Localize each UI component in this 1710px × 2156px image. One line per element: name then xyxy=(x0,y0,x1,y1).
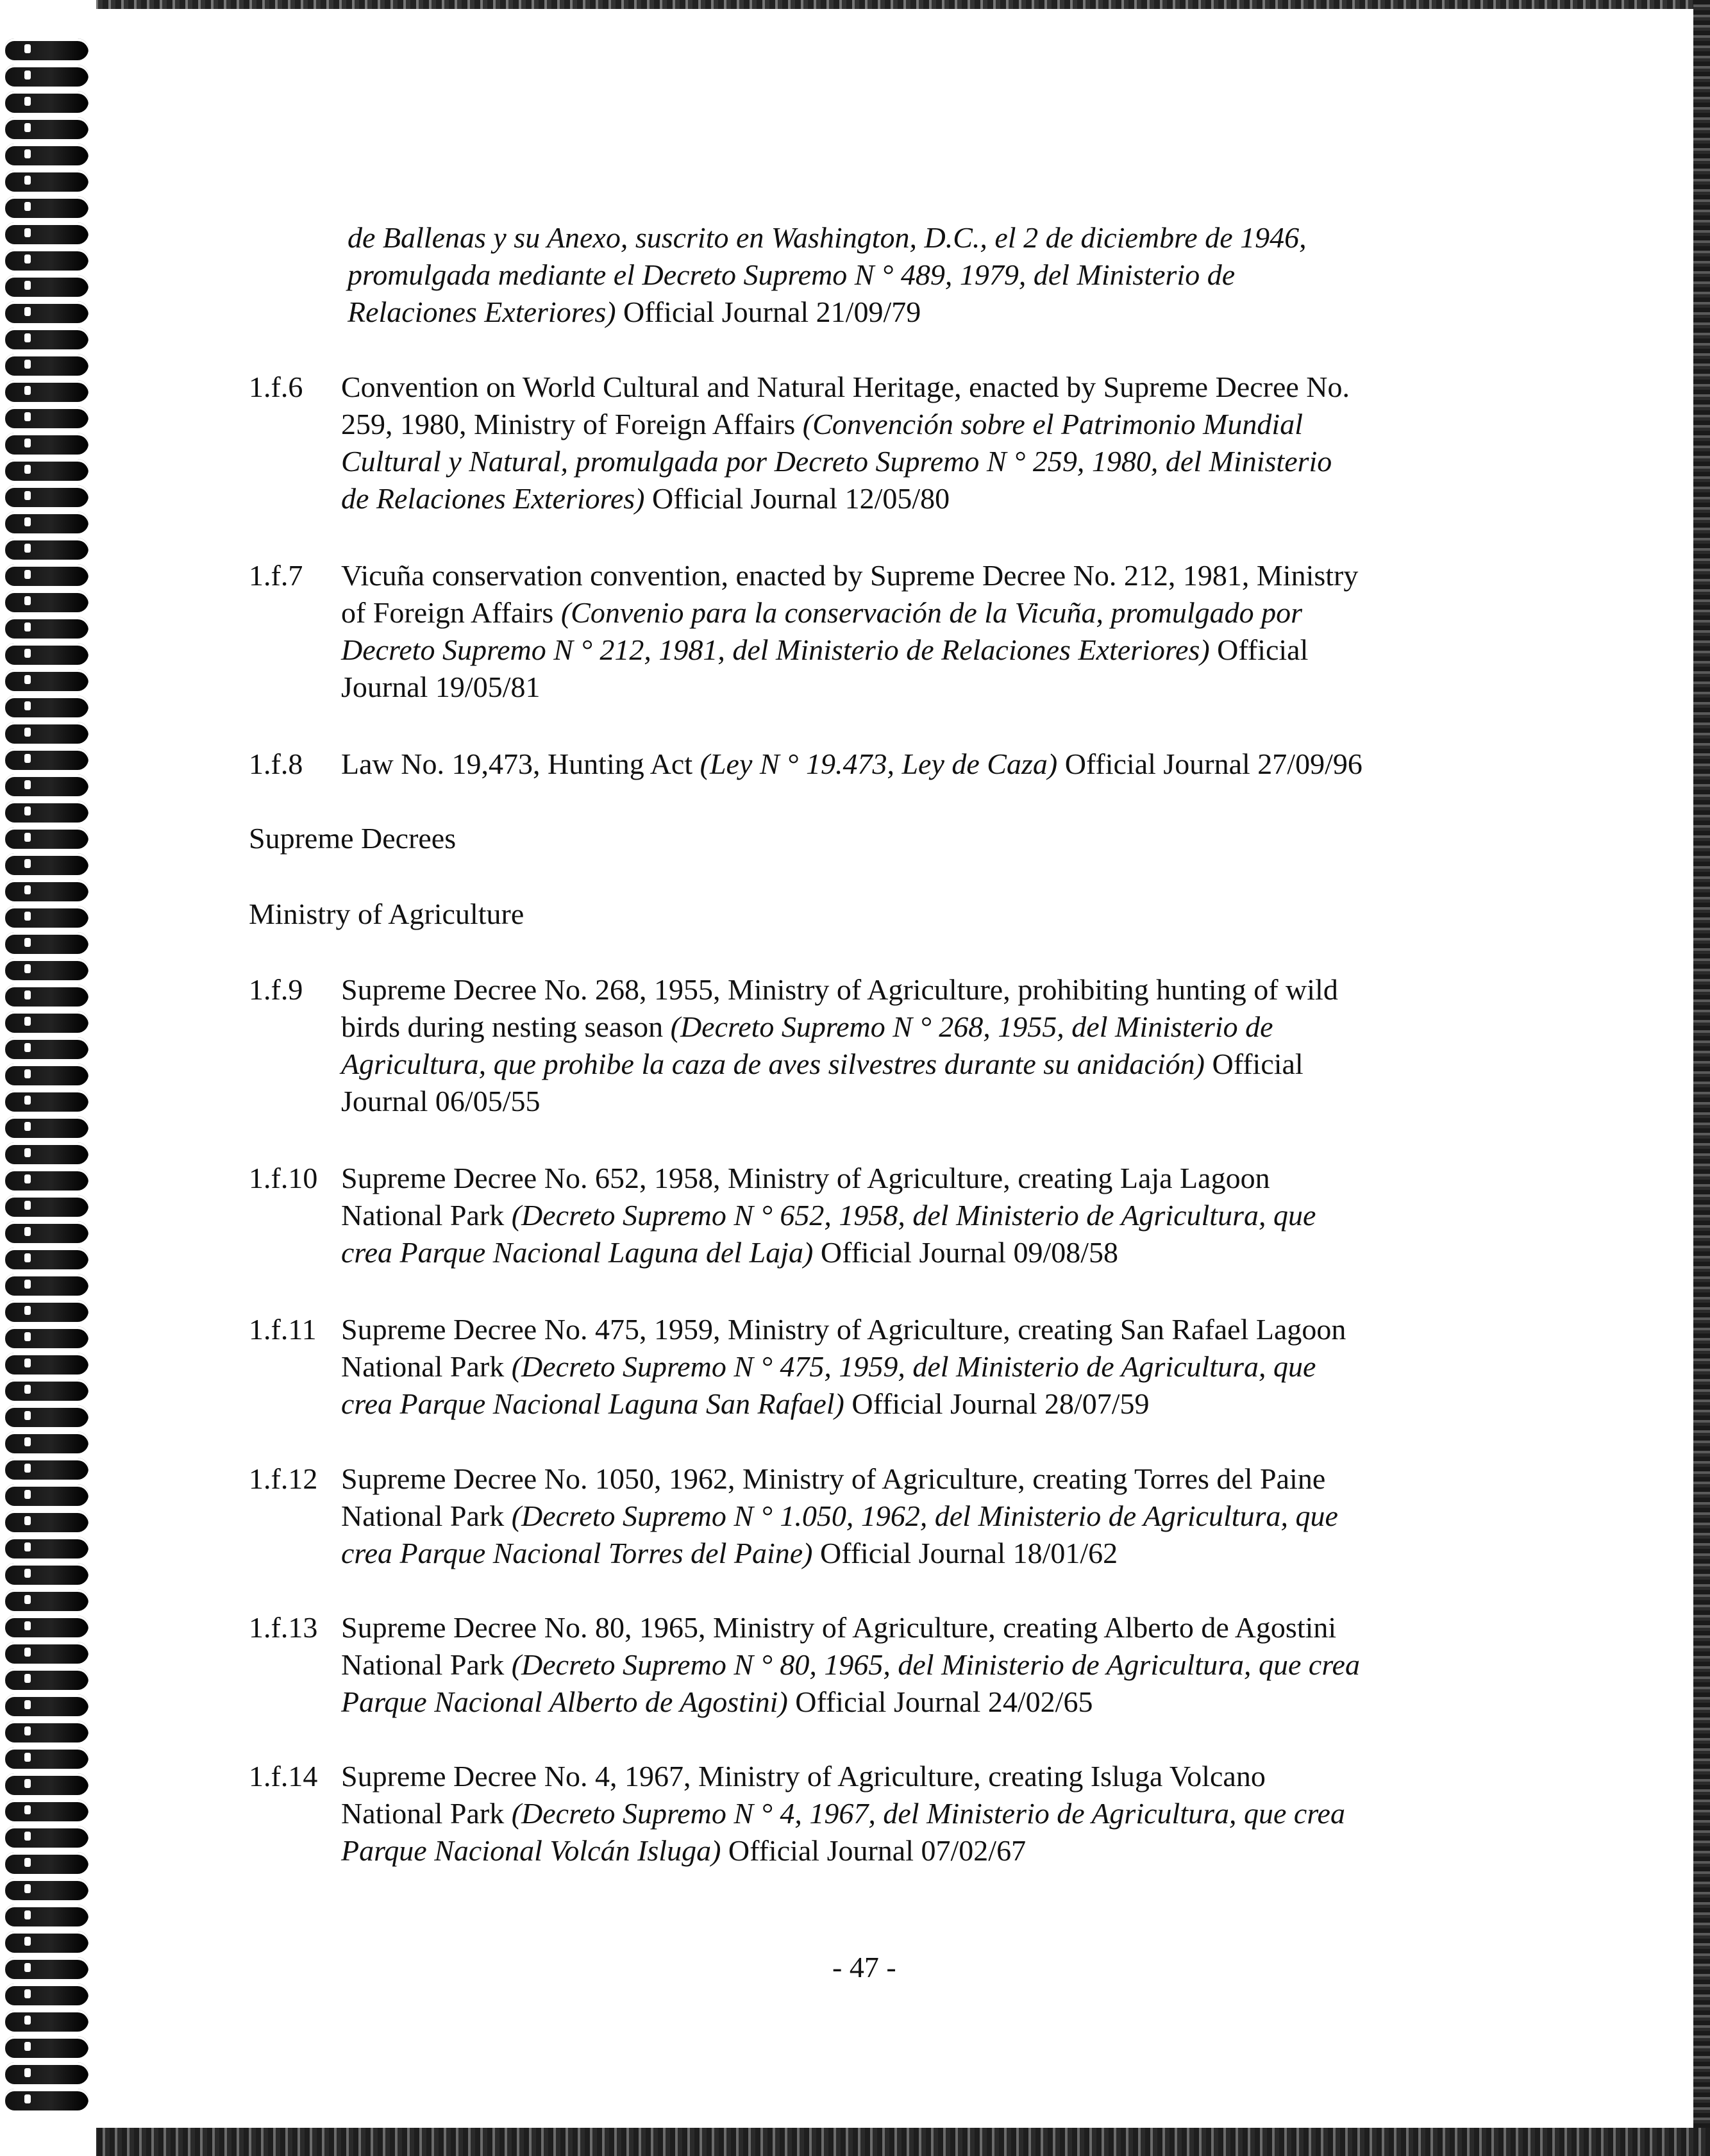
entry-number: 1.f.12 xyxy=(249,1462,318,1495)
line-normal-text: of Foreign Affairs xyxy=(341,596,561,629)
entry-line xyxy=(341,746,1362,783)
line-italic-text: (Decreto Supremo N ° 475, 1959, del Ministerio de Agricultura, que xyxy=(511,1350,1316,1383)
page-number: - 47 - xyxy=(832,1951,896,1984)
line-italic-text: Agricultura, que prohibe la caza de aves silvestres durante su anidación) xyxy=(341,1048,1205,1080)
entry-line xyxy=(341,1311,1346,1348)
entry-number: 1.f.10 xyxy=(249,1162,318,1194)
line-normal-text: National Park xyxy=(341,1648,512,1681)
entry-line xyxy=(341,669,1358,706)
entry-line xyxy=(341,1832,1345,1869)
entry-line xyxy=(341,1197,1316,1234)
line-normal-text: 259, 1980, Ministry of Foreign Affairs xyxy=(341,408,803,440)
line-tail-text: Official Journal 24/02/65 xyxy=(787,1685,1093,1718)
line-normal-text: Supreme Decree No. 80, 1965, Ministry of Agriculture, creating Alberto de Agostini xyxy=(341,1611,1337,1644)
entry-line xyxy=(341,1609,1360,1646)
line-tail-text: Official Journal 18/01/62 xyxy=(812,1537,1118,1569)
entry-line xyxy=(341,557,1358,594)
line-normal-text: Vicuña conservation convention, enacted by Supreme Decree No. 212, 1981, Ministry xyxy=(341,559,1359,592)
entry-number: 1.f.7 xyxy=(249,559,303,592)
entry-text xyxy=(341,1460,1338,1572)
line-italic-text: promulgada mediante el Decreto Supremo N ° 489, 1979, del Ministerio de xyxy=(348,258,1236,291)
entry-number: 1.f.9 xyxy=(249,973,303,1006)
entry-text xyxy=(341,369,1350,517)
entry-line xyxy=(341,594,1358,631)
entry-number: 1.f.8 xyxy=(249,748,303,780)
line-normal-text: Journal 06/05/55 xyxy=(341,1085,541,1117)
entry-line xyxy=(341,1348,1346,1385)
line-tail-text: Official Journal 07/02/67 xyxy=(721,1834,1027,1867)
line-tail-text: Official Journal 09/08/58 xyxy=(813,1236,1119,1269)
line-normal-text: National Park xyxy=(341,1797,512,1830)
entry-text xyxy=(341,971,1338,1120)
line-italic-text: crea Parque Nacional Laguna San Rafael) xyxy=(341,1387,844,1420)
entry-line xyxy=(341,1160,1316,1197)
line-italic-text: (Ley N ° 19.473, Ley de Caza) xyxy=(700,748,1058,780)
entry-line xyxy=(341,1385,1346,1423)
section-heading-supreme-decrees: Supreme Decrees xyxy=(249,822,457,855)
entry-text xyxy=(341,1609,1360,1721)
entry-line xyxy=(341,1498,1338,1535)
line-tail-text: Official Journal 27/09/96 xyxy=(1057,748,1362,780)
line-normal-text: Supreme Decree No. 4, 1967, Ministry of Agriculture, creating Isluga Volcano xyxy=(341,1760,1266,1792)
entry-number: 1.f.14 xyxy=(249,1760,318,1792)
line-normal-text: Journal 19/05/81 xyxy=(341,671,541,703)
line-normal-text: Law No. 19,473, Hunting Act xyxy=(341,748,700,780)
entry-line xyxy=(341,631,1358,669)
line-italic-text: (Decreto Supremo N ° 4, 1967, del Ministerio de Agricultura, que crea xyxy=(511,1797,1345,1830)
line-tail-text: Official Journal 28/07/59 xyxy=(844,1387,1150,1420)
entry-text xyxy=(341,1311,1346,1423)
entry-line xyxy=(341,1460,1338,1498)
line-italic-text: Cultural y Natural, promulgada por Decreto Supremo N ° 259, 1980, del Ministerio xyxy=(341,445,1332,478)
section-heading-ministry-of-agriculture: Ministry of Agriculture xyxy=(249,898,524,930)
entry-line xyxy=(341,369,1350,406)
entry-line xyxy=(341,1795,1345,1832)
line-normal-text: National Park xyxy=(341,1350,512,1383)
line-normal-text: Convention on World Cultural and Natural Heritage, enacted by Supreme Decree No. xyxy=(341,371,1350,403)
entry-line xyxy=(341,1008,1338,1046)
entry-line xyxy=(341,480,1350,517)
line-italic-text: crea Parque Nacional Laguna del Laja) xyxy=(341,1236,814,1269)
entry-line xyxy=(341,971,1338,1008)
entry-line xyxy=(341,1646,1360,1684)
continuation-line xyxy=(348,256,1307,294)
entry-text xyxy=(341,1160,1316,1271)
entry-line xyxy=(341,1758,1345,1795)
entry-line xyxy=(341,1684,1360,1721)
entry-text xyxy=(341,557,1358,706)
line-italic-text: Decreto Supremo N ° 212, 1981, del Ministerio de Relaciones Exteriores) xyxy=(341,633,1210,666)
line-italic-text: Relaciones Exteriores) xyxy=(348,296,616,328)
line-normal-text: Supreme Decree No. 475, 1959, Ministry of Agriculture, creating San Rafael Lagoon xyxy=(341,1313,1346,1346)
line-italic-text: (Convención sobre el Patrimonio Mundial xyxy=(802,408,1303,440)
continuation-line xyxy=(348,219,1307,256)
entry-number: 1.f.11 xyxy=(249,1313,317,1346)
line-tail-text: Official xyxy=(1205,1048,1303,1080)
entry-text xyxy=(341,746,1362,783)
entry-line xyxy=(341,406,1350,443)
line-normal-text: Supreme Decree No. 268, 1955, Ministry of Agriculture, prohibiting hunting of wild xyxy=(341,973,1338,1006)
line-italic-text: de Ballenas y su Anexo, suscrito en Washington, D.C., el 2 de diciembre de 1946, xyxy=(348,221,1307,254)
entry-line xyxy=(341,443,1350,480)
line-normal-text: Supreme Decree No. 652, 1958, Ministry of Agriculture, creating Laja Lagoon xyxy=(341,1162,1270,1194)
line-tail-text: Official Journal 12/05/80 xyxy=(644,482,950,515)
entry-number: 1.f.13 xyxy=(249,1611,318,1644)
line-italic-text: (Convenio para la conservación de la Vicuña, promulgado por xyxy=(560,596,1303,629)
line-normal-text: Official Journal 21/09/79 xyxy=(616,296,921,328)
line-italic-text: (Decreto Supremo N ° 80, 1965, del Ministerio de Agricultura, que crea xyxy=(511,1648,1360,1681)
line-italic-text: Parque Nacional Alberto de Agostini) xyxy=(341,1685,788,1718)
line-italic-text: (Decreto Supremo N ° 268, 1955, del Ministerio de xyxy=(670,1010,1273,1043)
entry-line xyxy=(341,1234,1316,1271)
line-italic-text: (Decreto Supremo N ° 1.050, 1962, del Ministerio de Agricultura, que xyxy=(511,1500,1338,1532)
line-normal-text: National Park xyxy=(341,1500,512,1532)
entry-text xyxy=(341,1758,1345,1869)
line-normal-text: National Park xyxy=(341,1199,512,1232)
entry-line xyxy=(341,1535,1338,1572)
line-italic-text: (Decreto Supremo N ° 652, 1958, del Ministerio de Agricultura, que xyxy=(511,1199,1316,1232)
entry-line xyxy=(341,1046,1338,1083)
continuation-line xyxy=(348,294,1307,331)
line-italic-text: de Relaciones Exteriores) xyxy=(341,482,645,515)
line-normal-text: birds during nesting season xyxy=(341,1010,671,1043)
line-italic-text: Parque Nacional Volcán Isluga) xyxy=(341,1834,721,1867)
line-tail-text: Official xyxy=(1209,633,1309,666)
entry-number: 1.f.6 xyxy=(249,371,303,403)
line-italic-text: crea Parque Nacional Torres del Paine) xyxy=(341,1537,813,1569)
entry-line xyxy=(341,1083,1338,1120)
line-normal-text: Supreme Decree No. 1050, 1962, Ministry of Agriculture, creating Torres del Paine xyxy=(341,1462,1326,1495)
